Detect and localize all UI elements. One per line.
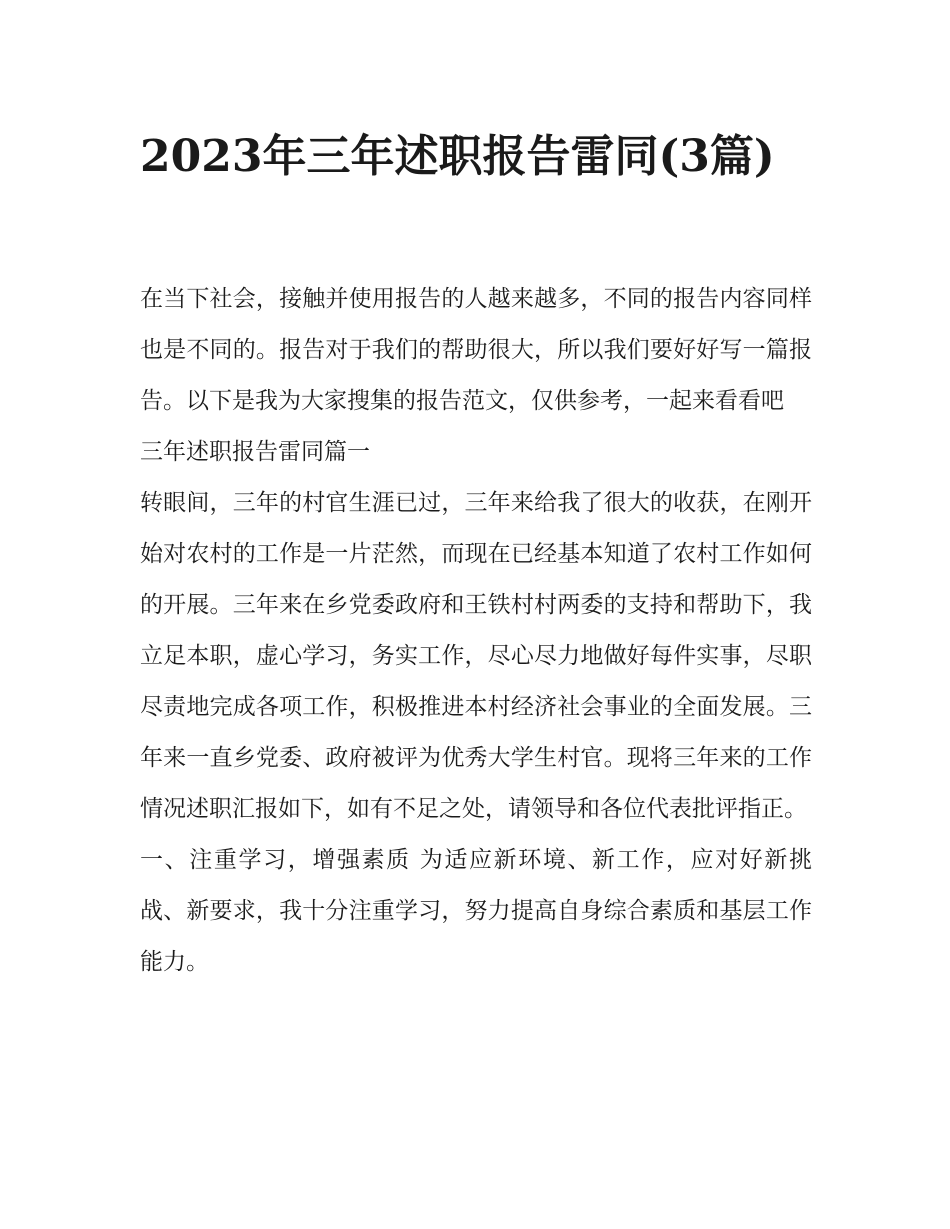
section-heading: 三年述职报告雷同篇一 (140, 439, 370, 465)
intro-paragraph: 在当下社会，接触并使用报告的人越来越多，不同的报告内容同样也是不同的。报告对于我们的帮助很大，所以我们要好好写一篇报告。以下是我为大家搜集的报告范文，仅供参考，一起来看看吧 (140, 286, 812, 414)
subsection-paragraph: 一、注重学习，增强素质 为适应新环境、新工作，应对好新挑战、新要求，我十分注重学习，努力提高自身综合素质和基层工作能力。 (140, 847, 812, 975)
document-title: 2023年三年述职报告雷同(3篇) (140, 131, 775, 182)
document-body (140, 274, 812, 988)
body-paragraph: 转眼间，三年的村官生涯已过，三年来给我了很大的收获，在刚开始对农村的工作是一片茫然，而现在已经基本知道了农村工作如何的开展。三年来在乡党委政府和王铁村村两委的支持和帮助下，我立足本职，虚心学习，务实工作，尽心尽力地做好每件实事，尽职尽责地完成各项工作，积极推进本村经济社会事业的全面发展。三年来一直乡党委、政府被评为优秀大学生村官。现将三年来的工作情况述职汇报如下，如有不足之处，请领导和各位代表批评指正。 (140, 490, 812, 822)
